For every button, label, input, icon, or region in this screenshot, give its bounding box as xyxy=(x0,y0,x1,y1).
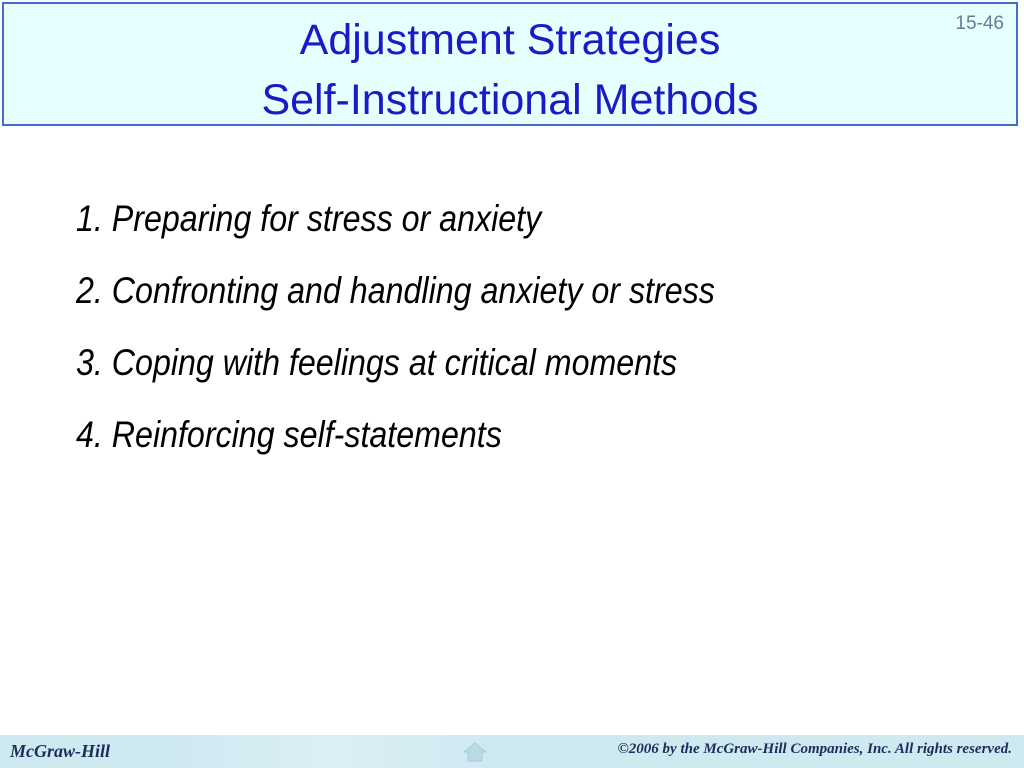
content-list xyxy=(76,194,976,482)
publisher-label: McGraw-Hill xyxy=(10,741,111,761)
list-item: 1. Preparing for stress or anxiety xyxy=(76,198,542,239)
footer-bar xyxy=(0,735,1024,768)
slide-title-line-2: Self-Instructional Methods xyxy=(261,76,759,124)
list-item: 2. Confronting and handling anxiety or stress xyxy=(76,270,715,311)
copyright-notice: ©2006 by the McGraw-Hill Companies, Inc. All rights reserved. xyxy=(617,741,1012,757)
list-item: 4. Reinforcing self-statements xyxy=(76,414,502,455)
slide-number: 15-46 xyxy=(955,13,1004,34)
slide-title-line-1: Adjustment Strategies xyxy=(299,16,721,64)
title-banner xyxy=(2,2,1018,126)
footer-watermark xyxy=(170,735,496,768)
list-item: 3. Coping with feelings at critical moments xyxy=(76,342,678,383)
home-icon[interactable] xyxy=(463,742,487,762)
